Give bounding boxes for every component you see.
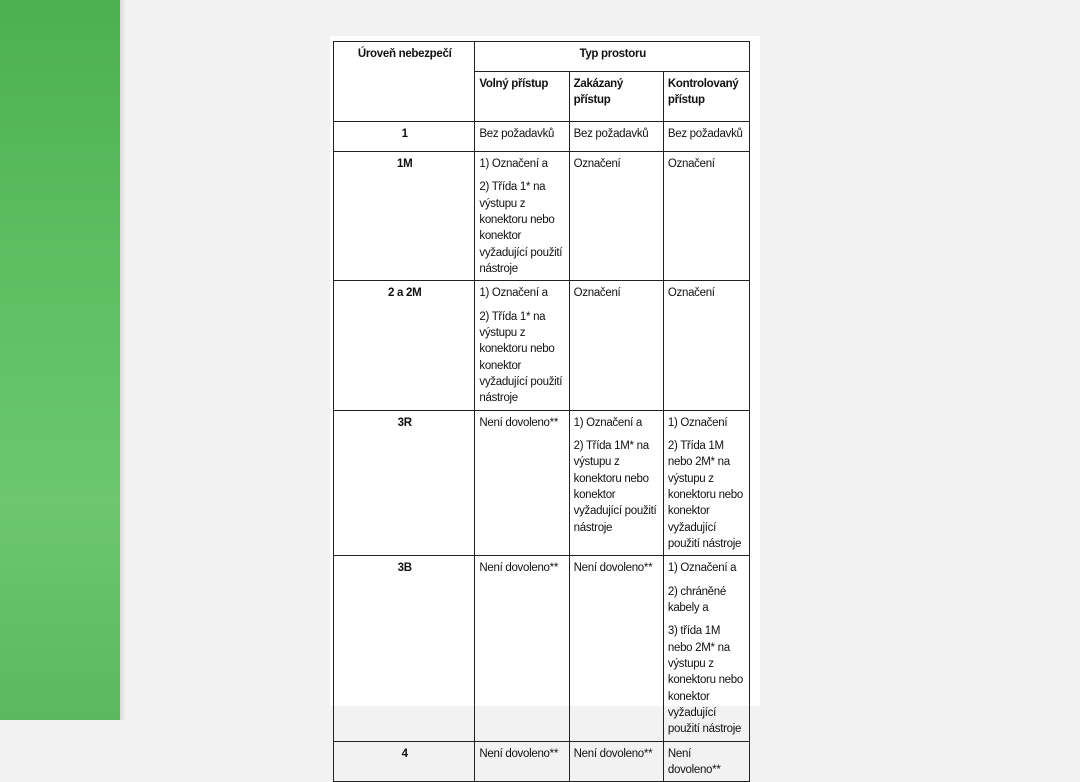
cell-text: Není dovoleno** <box>573 562 653 575</box>
level-cell: 4 <box>334 741 475 782</box>
table-row <box>334 410 750 556</box>
free-cell <box>475 152 569 281</box>
free-cell <box>475 122 569 152</box>
cell-text: Bez požadavků <box>573 128 649 140</box>
restricted-cell <box>569 152 663 281</box>
table-row <box>334 741 750 782</box>
free-cell <box>475 410 569 556</box>
hazard-level-table <box>333 41 750 782</box>
restricted-cell <box>569 410 663 556</box>
controlled-cell <box>663 281 749 410</box>
level-cell: 1 <box>334 122 475 152</box>
cell-text: 2) Třída 1M* na výstupu z konektoru nebo konektor vyžadující použití nástroje <box>573 439 657 534</box>
cell-text: 2) Třída 1M nebo 2M* na výstupu z konektoru nebo konektor vyžadující použití nástroje <box>667 439 743 550</box>
free-cell <box>475 281 569 410</box>
header-free-access: Volný přístup <box>475 72 569 122</box>
controlled-cell <box>663 122 749 152</box>
free-cell <box>475 556 569 741</box>
controlled-cell <box>663 741 749 782</box>
cell-text: 2) Třída 1* na výstupu z konektoru nebo konektor vyžadující použití nástroje <box>479 310 563 405</box>
restricted-cell <box>569 741 663 782</box>
controlled-cell <box>663 152 749 281</box>
cell-text: 1) Označení a <box>479 287 548 300</box>
header-restricted-access: Zakázaný přístup <box>569 72 663 122</box>
cell-text: 1) Označení <box>667 416 728 429</box>
cell-text: 1) Označení a <box>573 416 642 429</box>
document-page <box>330 36 760 776</box>
table-row <box>334 281 750 410</box>
cell-text: Bez požadavků <box>479 128 555 140</box>
cell-text: Není dovoleno** <box>479 562 558 575</box>
controlled-cell <box>663 556 749 741</box>
cell-text: 2) Třída 1* na výstupu z konektoru nebo konektor vyžadující použití nástroje <box>479 181 563 275</box>
restricted-cell <box>569 122 663 152</box>
table-row <box>334 122 750 152</box>
cell-text: Označení <box>667 158 715 170</box>
restricted-cell <box>569 281 663 410</box>
restricted-cell <box>569 556 663 741</box>
cell-text: Označení <box>667 287 715 300</box>
cell-text: Označení <box>573 158 621 170</box>
green-side-band <box>0 0 120 720</box>
controlled-cell <box>663 410 749 556</box>
cell-text: Není dovoleno** <box>667 747 721 776</box>
header-controlled-access: Kontrolovaný přístup <box>663 72 749 122</box>
cell-text: 1) Označení a <box>667 562 737 575</box>
cell-text: Není dovoleno** <box>479 416 558 429</box>
cell-text: Označení <box>573 287 621 300</box>
level-cell: 2 a 2M <box>334 281 475 410</box>
free-cell <box>475 741 569 782</box>
cell-text: 2) chráněné kabely a <box>667 585 726 614</box>
cell-text: 1) Označení a <box>479 158 548 170</box>
header-hazard-level: Úroveň nebezpečí <box>334 42 475 122</box>
cell-text: 3) třída 1M nebo 2M* na výstupu z konektoru nebo konektor vyžadující použití nástroje <box>667 625 743 736</box>
header-space-type: Typ prostoru <box>475 42 750 72</box>
level-cell: 3B <box>334 556 475 741</box>
level-cell: 3R <box>334 410 475 556</box>
cell-text: Bez požadavků <box>667 128 743 140</box>
table-row <box>334 152 750 281</box>
cell-text: Není dovoleno** <box>479 747 558 760</box>
cell-text: Není dovoleno** <box>573 747 653 760</box>
level-cell: 1M <box>334 152 475 281</box>
table-row <box>334 556 750 741</box>
